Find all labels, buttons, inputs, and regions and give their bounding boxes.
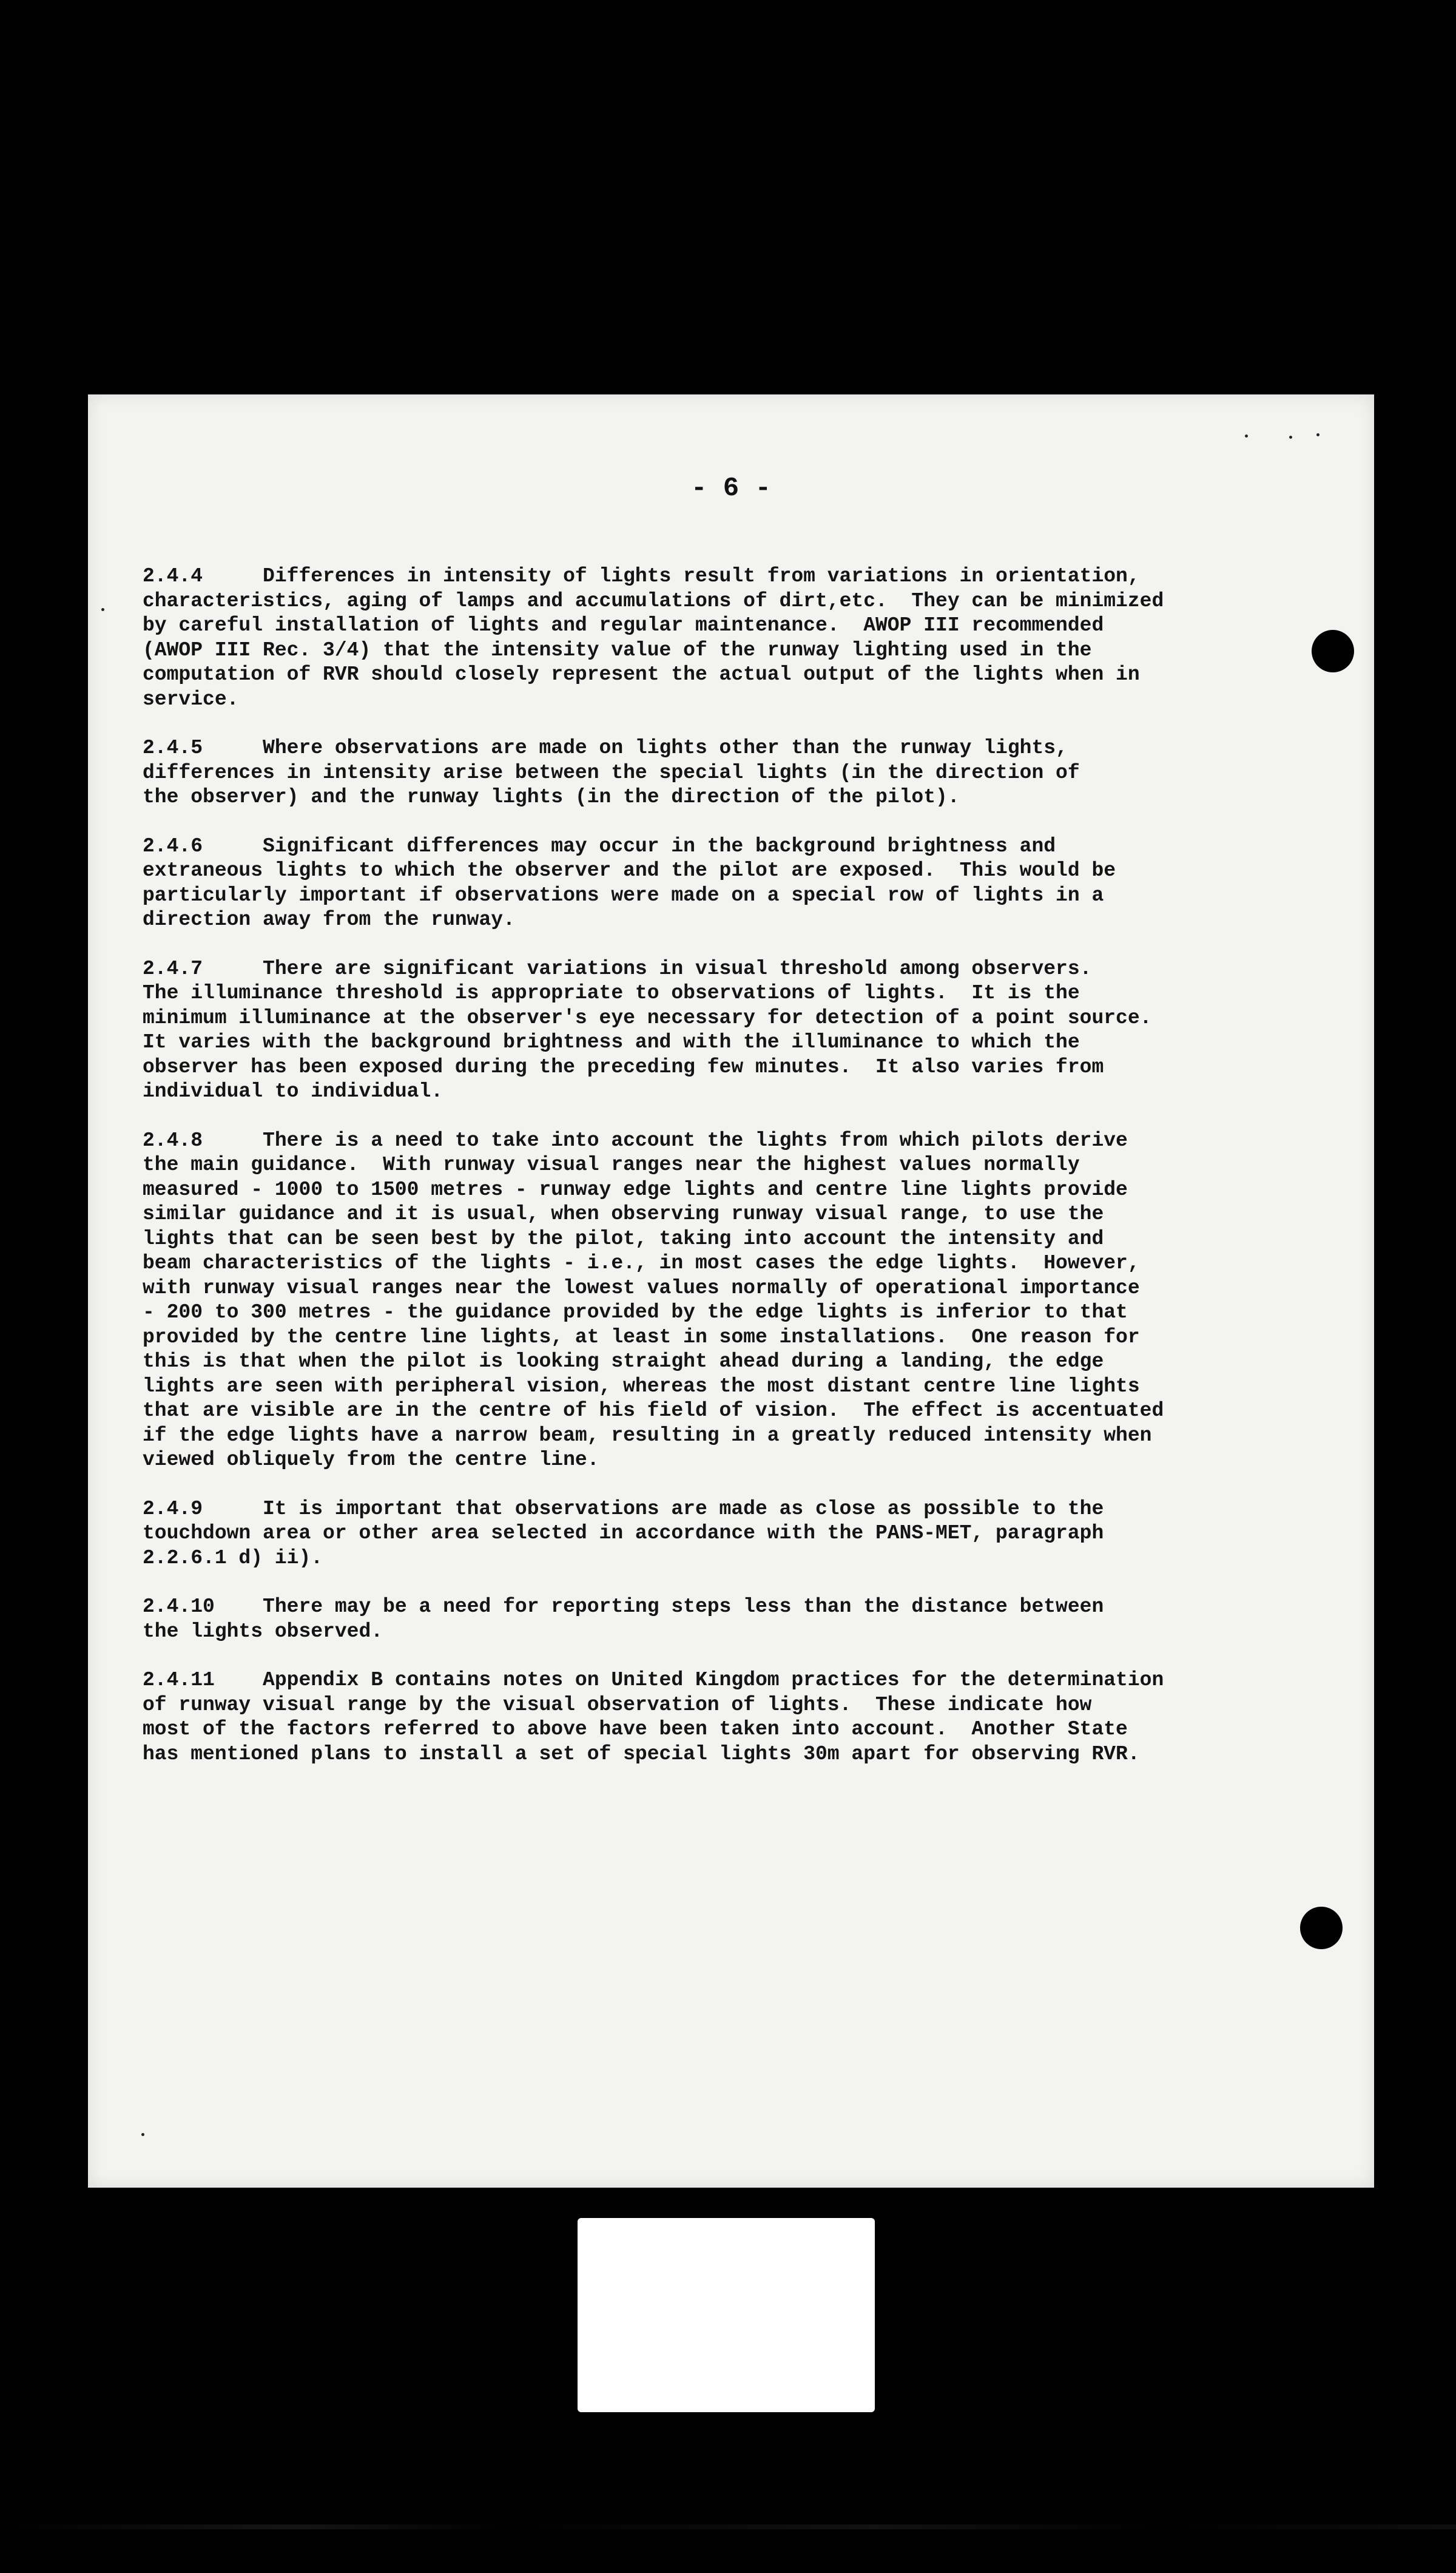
text-line: 2.4.9 It is important that observations are made as close as possible to the bbox=[143, 1497, 1104, 1520]
text-line: has mentioned plans to install a set of special lights 30m apart for observing RVR. bbox=[143, 1742, 1140, 1765]
text-line: lights that can be seen best by the pilot, taking into account the intensity and bbox=[143, 1227, 1104, 1250]
body-text bbox=[143, 564, 1350, 1791]
text-line: - 200 to 300 metres - the guidance provided by the edge lights is inferior to that bbox=[143, 1301, 1128, 1324]
scan-speck bbox=[101, 608, 104, 611]
text-line: with runway visual ranges near the lowest values normally of operational importance bbox=[143, 1276, 1140, 1299]
scan-speck bbox=[1316, 433, 1320, 436]
text-line: measured - 1000 to 1500 metres - runway edge lights and centre line lights provide bbox=[143, 1178, 1128, 1201]
text-line: by careful installation of lights and regular maintenance. AWOP III recommended bbox=[143, 614, 1104, 637]
text-line: direction away from the runway. bbox=[143, 908, 515, 931]
scan-speck bbox=[1289, 436, 1292, 439]
text-line: extraneous lights to which the observer and the pilot are exposed. This would be bbox=[143, 859, 1116, 882]
text-line: the main guidance. With runway visual ranges near the highest values normally bbox=[143, 1154, 1080, 1176]
text-line: individual to individual. bbox=[143, 1080, 443, 1103]
text-line: particularly important if observations were made on a special row of lights in a bbox=[143, 884, 1104, 907]
text-line: beam characteristics of the lights - i.e., in most cases the edge lights. However, bbox=[143, 1252, 1140, 1274]
text-line: that are visible are in the centre of his field of vision. The effect is accentuated bbox=[143, 1399, 1164, 1422]
paragraph-2-4-4 bbox=[143, 564, 1350, 712]
text-line: lights are seen with peripheral vision, whereas the most distant centre line lights bbox=[143, 1374, 1140, 1398]
text-line: similar guidance and it is usual, when observing runway visual range, to use the bbox=[143, 1203, 1104, 1225]
text-line: touchdown area or other area selected in accordance with the PANS-MET, paragraph bbox=[143, 1522, 1104, 1544]
text-line: the observer) and the runway lights (in the direction of the pilot). bbox=[143, 786, 960, 808]
text-line: differences in intensity arise between the special lights (in the direction of bbox=[143, 761, 1080, 784]
paragraph-2-4-7 bbox=[143, 957, 1350, 1104]
paragraph-2-4-10 bbox=[143, 1595, 1350, 1644]
text-line: computation of RVR should closely represent the actual output of the lights when in bbox=[143, 663, 1140, 686]
punch-hole-icon bbox=[1300, 1907, 1343, 1949]
document-page bbox=[88, 394, 1374, 2188]
text-line: service. bbox=[143, 688, 239, 711]
text-line: if the edge lights have a narrow beam, resulting in a greatly reduced intensity when bbox=[143, 1424, 1152, 1447]
paragraph-2-4-9 bbox=[143, 1497, 1350, 1571]
text-line: provided by the centre line lights, at least in some installations. One reason for bbox=[143, 1325, 1140, 1348]
text-line: (AWOP III Rec. 3/4) that the intensity value of the runway lighting used in the bbox=[143, 638, 1092, 661]
punch-hole-icon bbox=[1312, 630, 1354, 672]
page-number: - 6 - bbox=[690, 473, 772, 504]
text-line: viewed obliquely from the centre line. bbox=[143, 1449, 599, 1471]
text-line: 2.4.8 There is a need to take into account the lights from which pilots derive bbox=[143, 1129, 1128, 1152]
text-line: 2.4.6 Significant differences may occur in the background brightness and bbox=[143, 834, 1056, 857]
scan-speck bbox=[141, 2133, 144, 2136]
text-line: minimum illuminance at the observer's eye necessary for detection of a point source. bbox=[143, 1006, 1152, 1029]
text-line: The illuminance threshold is appropriate to observations of lights. It is the bbox=[143, 982, 1080, 1004]
text-line: this is that when the pilot is looking straight ahead during a landing, the edge bbox=[143, 1350, 1104, 1373]
text-line: of runway visual range by the visual observation of lights. These indicate how bbox=[143, 1693, 1092, 1716]
text-line: 2.4.4 Differences in intensity of lights result from variations in orientation, bbox=[143, 565, 1140, 587]
text-line: 2.4.5 Where observations are made on lights other than the runway lights, bbox=[143, 737, 1068, 759]
paragraph-2-4-6 bbox=[143, 834, 1350, 933]
text-line: 2.4.7 There are significant variations in visual threshold among observers. bbox=[143, 957, 1092, 980]
scan-edge-streak bbox=[0, 2524, 1456, 2529]
scan-speck bbox=[1245, 434, 1248, 438]
text-line: the lights observed. bbox=[143, 1620, 383, 1643]
text-line: It varies with the background brightness and with the illuminance to which the bbox=[143, 1031, 1080, 1053]
paragraph-2-4-5 bbox=[143, 736, 1350, 810]
text-line: 2.2.6.1 d) ii). bbox=[143, 1546, 323, 1569]
text-line: most of the factors referred to above have been taken into account. Another State bbox=[143, 1718, 1128, 1740]
paragraph-2-4-11 bbox=[143, 1668, 1350, 1767]
paragraph-2-4-8 bbox=[143, 1129, 1350, 1473]
text-line: 2.4.10 There may be a need for reporting steps less than the distance between bbox=[143, 1595, 1104, 1618]
text-line: 2.4.11 Appendix B contains notes on United Kingdom practices for the determination bbox=[143, 1669, 1164, 1691]
text-line: characteristics, aging of lamps and accumulations of dirt,etc. They can be minimized bbox=[143, 589, 1164, 612]
text-line: observer has been exposed during the preceding few minutes. It also varies from bbox=[143, 1055, 1104, 1078]
white-tab bbox=[578, 2218, 875, 2412]
